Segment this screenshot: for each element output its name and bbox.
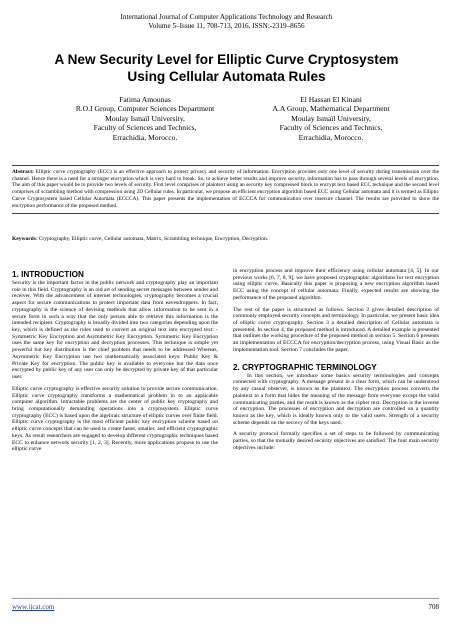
author-affiliation: Faculty of Sciences and Technics,	[279, 123, 383, 133]
keywords-text: : Cryptography, Elliptic curve, Cellular automata, Matrix, Scrambling technique, Encryption, Decryption.	[35, 236, 269, 242]
author-block-1	[60, 95, 230, 142]
page-number: 708	[428, 603, 439, 611]
journal-name: International Journal of Computer Applications Technology and Research	[120, 13, 333, 21]
author-affiliation: Faculty of Sciences and Technics,	[93, 123, 197, 133]
author-affiliation: Moulay Ismaïl University,	[291, 113, 371, 123]
footer-divider	[12, 598, 439, 599]
title-line-1: A New Security Level for Elliptic Curve Cryptosystem	[54, 52, 399, 67]
author-block-2	[246, 95, 416, 142]
intro-paragraph-1: Security is the important factor in the public network and cryptography play an important role in this field. Cryptography is an old art of sending secret messages between sender and receiver. With the advancement of internet technologies, cryptography becomes a crucial aspect for secure communications to protect important data from eavesdroppers. In fact, cryptography is the science of devising methods that allow information to be sent in a secure form in such a way that the only person able to retrieve this information is the intended recipient. Cryptography is broadly divided into two categories depending upon the key, which is defined as the rules used to convert an original text into encrypted text: - Symmetric Key Encryption and Asymmetric Key Encryption. Symmetric Key Encryption uses the same key for encryption and decryption processes. This technique is simple yet powerful but key distribution is the chief problem that needs to be addressed Whereas, Asymmetric Key Encryption use two mathematically associated keys: Public Key & Private Key for encryption. The public key is available to everyone but the data once encrypted by public key of any user can only be decrypted by private key of that particular user.	[12, 280, 218, 381]
crypto-paragraph-2: A security protocol formally specifies a set of steps to be followed by communicating parties, so that the mutually desired security objectives are satisfied. The four main security objectives include:	[233, 431, 439, 451]
intro-paragraph-4: The rest of the paper is structured as follows. Section 2 gives detailed description of commonly employed security concepts and terminology. In particular, we present basic idea of elliptic curve cryptography. Section 3 a detailed description of Cellular automata is presented. In section 4, the proposed method is introduced. A detailed example is presented that outlines the working procedure of the proposed method in section 5. Section 6 presents an implementation of ECCCA for encryption/decryption process, using Visual Basic as the implementation tool. Section 7 concludes the paper.	[233, 306, 439, 353]
intro-paragraph-3: in encryption process and improve their efficiency using cellular automata [4, 5]. In our previous works [6, 7, 8, 9], we have proposed cryptographic algorithms for text encryption using elliptic curve. Basically this paper is proposing a new encryption algorithm based ECC using the concept of cellular automata. Finally, expected results are showing the performance of the proposed algorithm.	[233, 268, 439, 301]
title-line-2: Using Cellular Automata Rules	[127, 68, 326, 84]
footer-journal-link[interactable]: www.ijcat.com	[12, 603, 55, 611]
abstract-label: Abstract:	[12, 169, 34, 175]
author-affiliation: R.O.I Group, Computer Sciences Department	[75, 104, 215, 114]
keywords-label: Keywords	[12, 236, 36, 242]
paper-title	[20, 52, 433, 85]
author-name: Fatima Amounas	[119, 95, 171, 104]
right-column	[233, 268, 439, 457]
author-affiliation: Errachidia, Morocco.	[298, 132, 364, 142]
author-affiliation: Errachidia, Morocco.	[112, 132, 178, 142]
journal-issue: Volume 5–Issue 11, 708-713, 2016, ISSN:-2319–8656	[148, 22, 305, 30]
abstract-text: Elliptic curve cryptography (ECC) is an effective approach to protect privacy and security of information. Encryption provides only one level of security during transmission over the channel. Hence there is a need for a stronger encryption which is very hard to break. So, to achieve better results and improve security, information has to pass through several levels of encryption. The aim of this paper would be to provide two levels of security. First level comprises of plaintext using an security key compressed block to encrypt text based ECC technique and the second level comprises of scrambling method with compression using 2D Cellular rules. In particular, we propose an efficient encryption algorithm based ECC using Cellular automata and it is termed as Elliptic Curve Cryptosystem based Cellular Automata (ECCCA). This paper presents the implementation of ECCCA for communication over insecure channel. The results are provided to show the encryption performance of the proposed method.	[12, 169, 439, 209]
keywords	[12, 236, 439, 243]
author-affiliation: A.A Group, Mathematical Department	[272, 104, 390, 114]
intro-paragraph-2: Elliptic curve cryptography is effective security solution to provide secure communication. Elliptic curve cryptography transforms a mathematical problem in to an applicable computer algorithm. Intractable problems are the center of public key cryptography and bring computationally demanding operations into a cryptosystem. Elliptic curve cryptography (ECC) is based upon the algebraic structure of elliptic curves over finite field. Elliptic curve cryptography is the most efficient public key encryption scheme based on elliptic curve concepts that can be used to create faster, smaller, and efficient cryptographic keys. As result researchers are engaged to develop different cryptographic techniques based ECC to enhance network security [1, 2, 3]. Recently, more applications propose to use the elliptic curve	[12, 385, 218, 453]
section-heading-cryptographic-terminology: 2. CRYPTOGRAPHIC TERMINOLOGY	[233, 362, 377, 372]
author-affiliation: Moulay Ismaïl University,	[105, 113, 185, 123]
author-name: El Hassan El Kinani	[300, 95, 362, 104]
crypto-paragraph-1: In this section, we introduce some basics security terminologies and concepts connected with cryptography. A message present in a clear form, which can be understood by any casual observer, is known as the plaintext. The encryption process converts the plaintext to a form that hides the meaning of the message from everyone except the valid communicating parties, and the result is known as the cipher text. Decryption is the inverse of encryption. The processes of encryption and decryption are controlled on a quantity known as the key, which is ideally known only to the valid users. Strength of a security scheme depends on the secrecy of the keys used.	[233, 372, 439, 426]
section-heading-introduction: 1. INTRODUCTION	[12, 270, 84, 279]
left-column	[12, 267, 218, 458]
abstract	[12, 165, 439, 214]
